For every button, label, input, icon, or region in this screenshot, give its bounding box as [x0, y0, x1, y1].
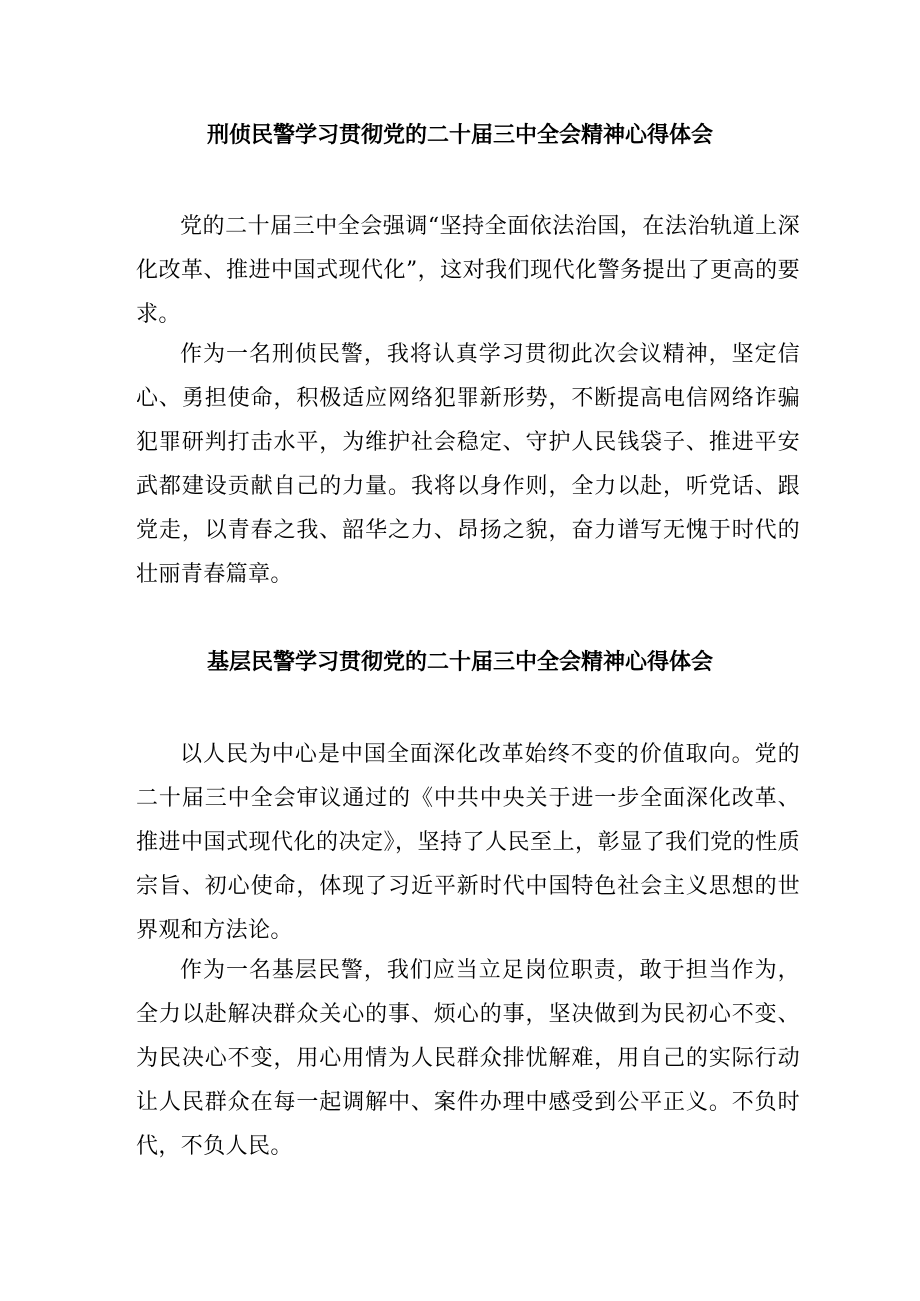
section-1-paragraph-2: 作为一名刑侦民警，我将认真学习贯彻此次会议精神，坚定信心、勇担使命，积极适应网络犯罪新形势，不断提高电信网络诈骗犯罪研判打击水平，为维护社会稳定、守护人民钱袋子、推进平安武都建设贡献自己的力量。我将以身作则，全力以赴，听党话、跟党走，以青春之我、韶华之力、昂扬之貌，奋力谱写无愧于时代的壮丽青春篇章。	[136, 342, 800, 587]
section-2-paragraph-1: 以人民为中心是中国全面深化改革始终不变的价值取向。党的二十届三中全会审议通过的《中共中央关于进一步全面深化改革、推进中国式现代化的决定》，坚持了人民至上，彰显了我们党的性质宗旨、初心使命，体现了习近平新时代中国特色社会主义思想的世界观和方法论。	[136, 742, 800, 943]
section-1-paragraph-1: 党的二十届三中全会强调“坚持全面依法治国，在法治轨道上深化改革、推进中国式现代化”，这对我们现代化警务提出了更高的要求。	[136, 214, 800, 327]
section-1-title: 刑侦民警学习贯彻党的二十届三中全会精神心得体会	[206, 123, 713, 148]
section-2-title: 基层民警学习贯彻党的二十届三中全会精神心得体会	[206, 650, 713, 675]
section-2-paragraph-2: 作为一名基层民警，我们应当立足岗位职责，敢于担当作为，全力以赴解决群众关心的事、烦心的事，坚决做到为民初心不变、为民决心不变，用心用情为人民群众排忧解难，用自己的实际行动让人民群众在每一起调解中、案件办理中感受到公平正义。不负时代，不负人民。	[136, 958, 800, 1159]
